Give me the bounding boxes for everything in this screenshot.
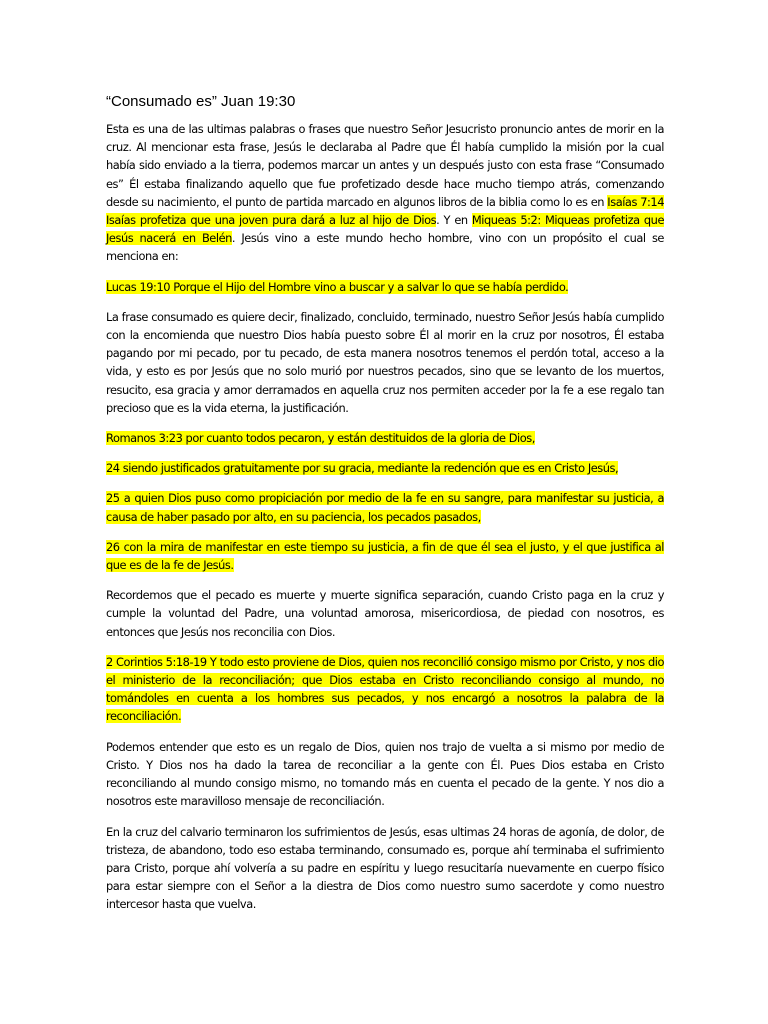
- intro-text-a: Esta es una de las ultimas palabras o frases que nuestro Señor Jesucristo pronuncio antes de morir en la cruz. Al mencionar esta frase, Jesús le declaraba al Padre que Él había cumplido la misión por la cual había sido enviado a la tierra, podemos marcar un antes y un después justo con esta frase “Consumado es” Él estaba finalizando aquello que fue profetizado desde hace mucho tiempo atrás, comenzando desde su nacimiento, el punto de partida marcado en algunos libros de la biblia como lo es en: [106, 122, 664, 209]
- verse-romanos-24-text: 24 siendo justificados gratuitamente por su gracia, mediante la redención que es en Cristo Jesús,: [106, 461, 619, 476]
- verse-romanos-24: [106, 459, 664, 477]
- verse-romanos-25-text: 25 a quien Dios puso como propiciación por medio de la fe en su sangre, para manifestar su justicia, a causa de haber pasado por alto, en su paciencia, los pecados pasados,: [106, 491, 664, 524]
- verse-lucas: [106, 278, 664, 296]
- paragraph-intro: [106, 120, 664, 266]
- verse-romanos-25: [106, 489, 664, 525]
- verse-romanos-26: [106, 538, 664, 574]
- paragraph-regalo: Podemos entender que esto es un regalo de Dios, quien nos trajo de vuelta a si mismo por medio de Cristo. Y Dios nos ha dado la tarea de reconciliar a la gente con Él. Pues Dios estaba en Cristo reconciliando al mundo consigo mismo, no tomando más en cuenta el pecado de la gente. Y nos dio a nosotros este maravilloso mensaje de reconciliación.: [106, 739, 664, 809]
- verse-romanos-26-text: 26 con la mira de manifestar en este tiempo su justicia, a fin de que él sea el justo, y el que justifica al que es de la fe de Jesús.: [106, 539, 664, 573]
- highlight-miqueas: Miqueas 5:2: Miqueas profetiza que Jesús nacerá en Belén: [106, 213, 664, 246]
- verse-corintios: [106, 653, 664, 726]
- page-title: “Consumado es” Juan 19:30: [106, 93, 296, 110]
- intro-text-b: . Y en: [436, 213, 472, 228]
- verse-romanos-23-text: Romanos 3:23 por cuanto todos pecaron, y están destituidos de la gloria de Dios,: [106, 431, 535, 446]
- highlight-isaias: Isaías 7:14 Isaías profetiza que una joven pura dará a luz al hijo de Dios: [106, 194, 664, 228]
- paragraph-pecado: Recordemos que el pecado es muerte y muerte significa separación, cuando Cristo paga en la cruz y cumple la voluntad del Padre, una voluntad amorosa, misericordiosa, de piedad con nosotros, es entonces que Jesús nos reconcilia con Dios.: [106, 588, 664, 639]
- verse-romanos-23: [106, 429, 664, 447]
- paragraph-consumado: La frase consumado es quiere decir, finalizado, concluido, terminado, nuestro Señor Jesús había cumplido con la encomienda que nuestro Dios había puesto sobre Él al morir en la cruz por nosotros, Él estaba pagando por mi pecado, por tu pecado, de esta manera nosotros tenemos el perdón total, acceso a la vida, y esto es por Jesús que no solo murió por nuestros pecados, sino que se levanto de los muertos, resucito, esa gracia y amor derramados en aquella cruz nos permiten acceder por la fe a ese regalo tan precioso que es la vida eterna, la justificación.: [106, 309, 664, 415]
- paragraph-calvario: En la cruz del calvario terminaron los sufrimientos de Jesús, esas ultimas 24 horas de agonía, de dolor, de tristeza, de abandono, todo eso estaba terminando, consumado es, porque ahí terminaba el sufrimiento para Cristo, porque ahí volvería a su padre en espíritu y luego resucitaría nuevamente en cuerpo físico para estar siempre con el Señor a la diestra de Dios como nuestro sumo sacerdote y como nuestro intercesor hasta que vuelva.: [106, 824, 664, 912]
- verse-lucas-text: Lucas 19:10 Porque el Hijo del Hombre vino a buscar y a salvar lo que se había perdido.: [106, 279, 569, 294]
- verse-corintios-text: 2 Corintios 5:18-19 Y todo esto proviene de Dios, quien nos reconcilió consigo mismo por Cristo, y nos dio el ministerio de la reconciliación; que Dios estaba en Cristo reconciliando consigo al mundo, no tomándoles en cuenta a los hombres sus pecados, y nos encargó a nosotros la palabra de la reconciliación.: [106, 654, 664, 724]
- document-body: [106, 120, 664, 926]
- intro-text-c: . Jesús vino a este mundo hecho hombre, vino con un propósito el cual se menciona en:: [106, 231, 664, 264]
